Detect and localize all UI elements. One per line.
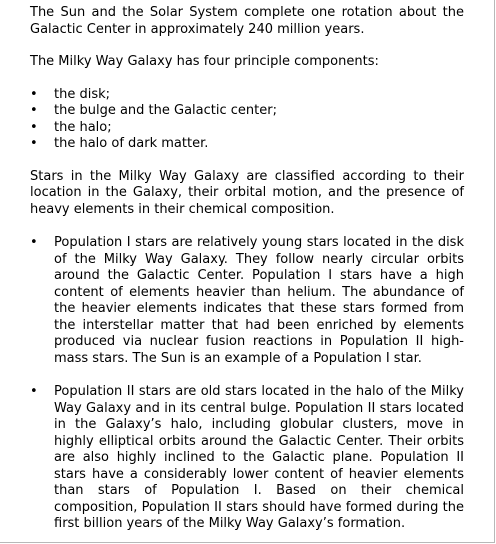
population-2-item [30, 384, 464, 533]
list-item: • the bulge and the Galactic center; [30, 103, 464, 120]
population-list [30, 235, 464, 533]
intro-paragraph: The Sun and the Solar System complete one rotation about the Galactic Center in approximately 240 million years. [30, 5, 464, 37]
population-1-text: • Population I stars are relatively young stars located in the disk of the Milky Way Galaxy. They follow nearly circular orbits around the Galactic Center. Population I stars have a high content of elements heavier than helium. The abundance of the heavier elements indicates that these stars formed from the interstellar matter that had been enriched by elements produced via nuclear fusion reactions in Population II high-mass stars. The Sun is an example of a Population I star. [54, 235, 464, 366]
components-list [30, 87, 464, 153]
classification-paragraph: Stars in the Milky Way Galaxy are classified according to their location in the Galaxy, their orbital motion, and the presence of heavy elements in their chemical composition. [30, 168, 464, 217]
population-1-item [30, 235, 464, 367]
list-item: • the halo of dark matter. [30, 136, 464, 153]
population-2-text: • Population II stars are old stars located in the halo of the Milky Way Galaxy and in its central bulge. Population II stars located in the Galaxy’s halo, including globular clusters, move in highly elliptical orbits around the Galactic Center. Their orbits are also highly inclined to the Galactic plane. Population II stars have a considerably lower content of heavier elements than stars of Population I. Based on their chemical composition, Population II stars should have formed during the first billion years of the Milky Way Galaxy’s formation. [54, 384, 464, 531]
list-item: • the halo; [30, 120, 464, 137]
list-item: • the disk; [30, 87, 464, 104]
components-heading: The Milky Way Galaxy has four principle components: [30, 54, 379, 69]
document-body [30, 5, 464, 533]
